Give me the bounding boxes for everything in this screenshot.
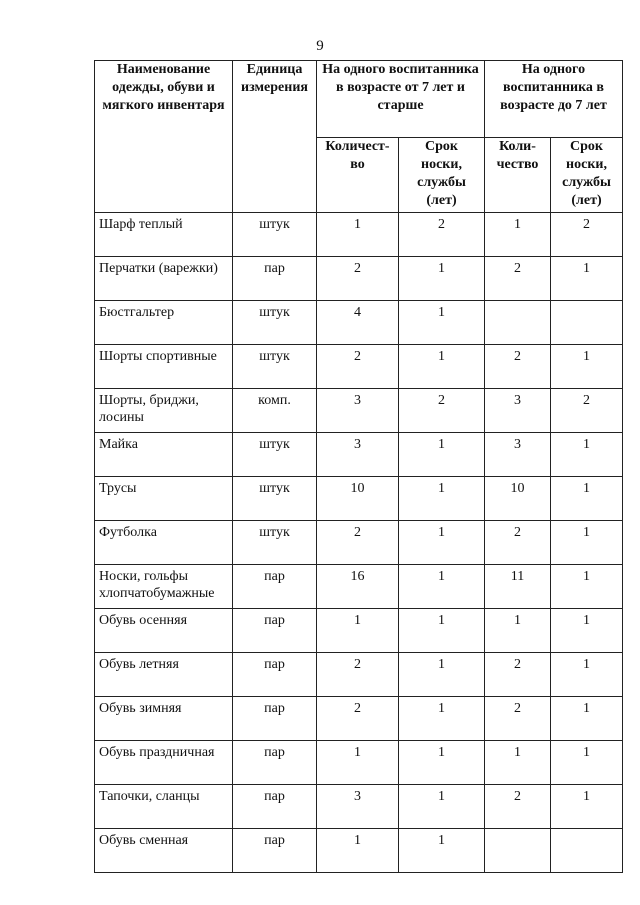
table-row: [95, 213, 623, 257]
cell-qty-older: 3: [317, 433, 399, 477]
cell-qty-older: 2: [317, 521, 399, 565]
cell-name: Обувь сменная: [95, 829, 233, 873]
cell-qty-older: 2: [317, 345, 399, 389]
cell-term-younger: 1: [551, 565, 623, 609]
table-row: [95, 653, 623, 697]
cell-unit: штук: [233, 521, 317, 565]
cell-name: Шарф теплый: [95, 213, 233, 257]
cell-term-older: 1: [399, 345, 485, 389]
page-number: 9: [316, 38, 324, 54]
cell-term-younger: 2: [551, 389, 623, 433]
cell-name: Трусы: [95, 477, 233, 521]
cell-term-older: 1: [399, 565, 485, 609]
cell-unit: штук: [233, 477, 317, 521]
cell-term-younger: 1: [551, 433, 623, 477]
header-term-younger: Срок носки, службы (лет): [551, 138, 623, 213]
table-row: [95, 565, 623, 609]
cell-name: Обувь летняя: [95, 653, 233, 697]
cell-unit: штук: [233, 213, 317, 257]
cell-term-older: 1: [399, 741, 485, 785]
table-row: [95, 697, 623, 741]
header-term-older: Срок носки, службы (лет): [399, 138, 485, 213]
cell-name: Обувь осенняя: [95, 609, 233, 653]
cell-term-older: 1: [399, 829, 485, 873]
header-qty-younger: Коли-чество: [485, 138, 551, 213]
header-item-name: Наименование одежды, обуви и мягкого инвентаря: [95, 61, 233, 213]
cell-name: Шорты спортивные: [95, 345, 233, 389]
cell-unit: пар: [233, 785, 317, 829]
cell-qty-younger: 3: [485, 389, 551, 433]
cell-term-older: 1: [399, 785, 485, 829]
cell-qty-younger: 11: [485, 565, 551, 609]
cell-unit: пар: [233, 829, 317, 873]
cell-qty-younger: 2: [485, 521, 551, 565]
header-group-younger: На одного воспитанника в возрасте до 7 лет: [485, 61, 623, 138]
cell-term-younger: [551, 829, 623, 873]
cell-unit: штук: [233, 301, 317, 345]
table-row: [95, 345, 623, 389]
cell-unit: штук: [233, 345, 317, 389]
cell-term-older: 1: [399, 609, 485, 653]
cell-term-younger: 1: [551, 257, 623, 301]
cell-qty-older: 4: [317, 301, 399, 345]
cell-qty-younger: 2: [485, 697, 551, 741]
cell-qty-younger: [485, 829, 551, 873]
cell-term-younger: 1: [551, 609, 623, 653]
cell-qty-younger: 2: [485, 257, 551, 301]
cell-unit: пар: [233, 609, 317, 653]
cell-term-older: 2: [399, 213, 485, 257]
cell-term-older: 1: [399, 521, 485, 565]
cell-qty-younger: 2: [485, 345, 551, 389]
cell-term-older: 1: [399, 477, 485, 521]
cell-term-younger: 2: [551, 213, 623, 257]
cell-qty-older: 1: [317, 213, 399, 257]
cell-qty-older: 1: [317, 609, 399, 653]
cell-qty-younger: 1: [485, 741, 551, 785]
cell-term-younger: 1: [551, 697, 623, 741]
cell-qty-younger: 1: [485, 213, 551, 257]
cell-qty-younger: 2: [485, 785, 551, 829]
cell-unit: пар: [233, 741, 317, 785]
cell-term-younger: 1: [551, 477, 623, 521]
table-row: [95, 257, 623, 301]
cell-name: Шорты, бриджи, лосины: [95, 389, 233, 433]
cell-term-older: 1: [399, 653, 485, 697]
table-row: [95, 433, 623, 477]
cell-term-younger: 1: [551, 521, 623, 565]
cell-qty-younger: [485, 301, 551, 345]
cell-name: Обувь праздничная: [95, 741, 233, 785]
cell-qty-older: 1: [317, 829, 399, 873]
cell-qty-younger: 3: [485, 433, 551, 477]
table-row: [95, 477, 623, 521]
cell-term-younger: 1: [551, 785, 623, 829]
cell-qty-older: 3: [317, 785, 399, 829]
cell-unit: пар: [233, 697, 317, 741]
cell-unit: комп.: [233, 389, 317, 433]
cell-term-older: 2: [399, 389, 485, 433]
table-row: [95, 829, 623, 873]
cell-unit: пар: [233, 565, 317, 609]
cell-name: Обувь зимняя: [95, 697, 233, 741]
header-qty-older: Количест-во: [317, 138, 399, 213]
table-row: [95, 785, 623, 829]
cell-qty-older: 1: [317, 741, 399, 785]
cell-unit: пар: [233, 653, 317, 697]
header-unit: Единица измерения: [233, 61, 317, 213]
cell-term-older: 1: [399, 697, 485, 741]
cell-name: Футболка: [95, 521, 233, 565]
cell-term-younger: 1: [551, 345, 623, 389]
cell-name: Тапочки, сланцы: [95, 785, 233, 829]
table-row: [95, 609, 623, 653]
cell-qty-older: 2: [317, 653, 399, 697]
table-row: [95, 741, 623, 785]
cell-qty-younger: 1: [485, 609, 551, 653]
cell-unit: пар: [233, 257, 317, 301]
table-row: [95, 521, 623, 565]
cell-qty-older: 10: [317, 477, 399, 521]
cell-name: Перчатки (варежки): [95, 257, 233, 301]
cell-unit: штук: [233, 433, 317, 477]
cell-name: Носки, гольфы хлопчатобумажные: [95, 565, 233, 609]
cell-qty-older: 2: [317, 697, 399, 741]
cell-qty-older: 2: [317, 257, 399, 301]
cell-term-older: 1: [399, 433, 485, 477]
cell-term-younger: 1: [551, 741, 623, 785]
cell-name: Майка: [95, 433, 233, 477]
cell-qty-younger: 10: [485, 477, 551, 521]
table-row: [95, 389, 623, 433]
cell-term-older: 1: [399, 257, 485, 301]
header-group-older: На одного воспитанника в возрасте от 7 лет и старше: [317, 61, 485, 138]
cell-term-older: 1: [399, 301, 485, 345]
cell-qty-younger: 2: [485, 653, 551, 697]
cell-name: Бюстгальтер: [95, 301, 233, 345]
cell-qty-older: 3: [317, 389, 399, 433]
cell-term-younger: [551, 301, 623, 345]
cell-term-younger: 1: [551, 653, 623, 697]
table-row: [95, 301, 623, 345]
cell-qty-older: 16: [317, 565, 399, 609]
clothing-norms-table: [94, 60, 623, 873]
